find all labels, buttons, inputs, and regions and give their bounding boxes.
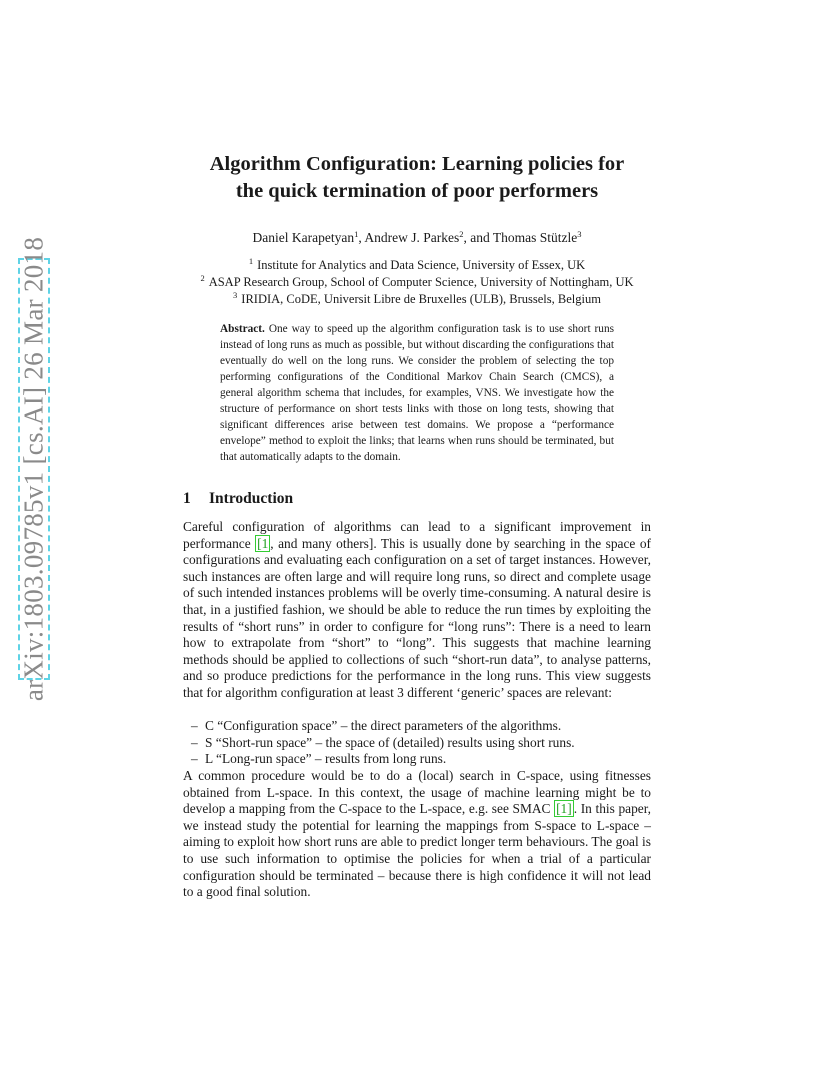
- affiliations: [170, 257, 664, 308]
- spaces-list: [191, 718, 651, 768]
- affiliation-sup: 2: [200, 273, 205, 283]
- section-heading: [183, 490, 293, 508]
- affiliation-1: [170, 257, 664, 274]
- title-line-1: Algorithm Configuration: Learning policies for: [209, 153, 625, 175]
- abstract: [220, 321, 614, 465]
- affiliation-text: ASAP Research Group, School of Computer Science, University of Nottingham, UK: [208, 275, 634, 289]
- author-name: Andrew J. Parkes: [364, 230, 460, 245]
- paper-title: [150, 151, 684, 205]
- list-item: – S “Short-run space” – the space of (detailed) results using short runs.: [191, 734, 575, 750]
- arxiv-stamp-text: arXiv:1803.09785v1 [cs.AI] 26 Mar 2018: [18, 236, 49, 702]
- author-sup: 3: [577, 229, 582, 239]
- citation-link[interactable]: [1: [257, 535, 269, 551]
- paragraph-text: A common procedure would be to do a (local) search in C-space, using fitnesses obtained from L-space. In this context, the usage of machine learning might be to develop a mapping from the C-space to the L-space, e.g. see SMAC: [183, 768, 651, 817]
- abstract-text: One way to speed up the algorithm configuration task is to use short runs instead of long runs as much as possible, but without discarding the configurations that eventually do well on the long runs. We consider the problem of selecting the top performing configurations of the Conditional Markov Chain Search (CMCS), a general algorithm schema that includes, for examples, VNS. We investigate how the structure of performance on short tests links with those on long tests, showing that significant differences arise between test domains. We propose a “performance envelope” method to exploit the links; that learns when runs should be terminated, but that automatically adapts to the domain.: [220, 323, 615, 463]
- arxiv-stamp[interactable]: [18, 236, 50, 702]
- paragraph-text: , and many others]. This is usually done by searching in the space of configurations and evaluating each configuration on a set of target instances. However, such instances are often large and will require long runs, so direct and complete usage of such intended instances problems will be overly time-consuming. A natural desire is that, in a justified fashion, we should be able to reduce the run times by exploiting the results of “short runs” in order to configure for “long runs”: There is a need to learn how to extrapolate from “short” to “long”. This suggests that machine learning methods should be applied to collections of such “short-run data”, to analyse patterns, and so produce predictions for the performance in the long runs. This view suggests that for algorithm configuration at least 3 different ‘generic’ spaces are relevant:: [183, 535, 651, 700]
- list-item-text: S “Short-run space” – the space of (detailed) results using short runs.: [205, 734, 575, 750]
- affiliation-sup: 3: [233, 290, 238, 300]
- author-name: Thomas Stützle: [492, 230, 578, 245]
- author-sup: 1: [354, 229, 359, 239]
- author-name: Daniel Karapetyan: [252, 230, 355, 245]
- abstract-label: Abstract.: [220, 323, 265, 335]
- affiliation-text: IRIDIA, CoDE, Universit Libre de Bruxelles (ULB), Brussels, Belgium: [241, 292, 601, 306]
- author-sup: 2: [459, 229, 464, 239]
- paragraph-text: . In this paper, we instead study the potential for learning the mappings from S-space to L-space – aiming to exploit how short runs are able to predict longer term behaviours. The goal is to use such information to optimise the policies for when a trial of a particular configuration should be terminated – because there is high confidence it will not lead to a good final solution.: [183, 801, 651, 900]
- affiliation-3: [170, 291, 664, 308]
- list-item: – C “Configuration space” – the direct parameters of the algorithms.: [191, 718, 562, 733]
- affiliation-2: [170, 274, 664, 291]
- paragraph-text: Careful configuration of algorithms can lead to a significant improvement in performance: [183, 519, 651, 551]
- affiliation-text: Institute for Analytics and Data Science, University of Essex, UK: [257, 258, 586, 272]
- section-title: Introduction: [209, 490, 294, 507]
- intro-paragraph-1: [183, 519, 651, 702]
- intro-paragraph-2: [183, 768, 651, 901]
- list-item-text: C “Configuration space” – the direct parameters of the algorithms.: [205, 718, 562, 733]
- affiliation-sup: 1: [248, 256, 254, 266]
- author-list: Daniel Karapetyan$^1$, Andrew J. Parkes$^2$, and Thomas Stützle$^3$: [252, 229, 582, 245]
- list-item: – L “Long-run space” – results from long runs.: [191, 751, 447, 767]
- citation-link[interactable]: [1]: [556, 801, 572, 817]
- list-item-text: L “Long-run space” – results from long runs.: [205, 751, 447, 767]
- title-line-2: the quick termination of poor performers: [235, 180, 599, 202]
- section-number: 1: [183, 490, 191, 507]
